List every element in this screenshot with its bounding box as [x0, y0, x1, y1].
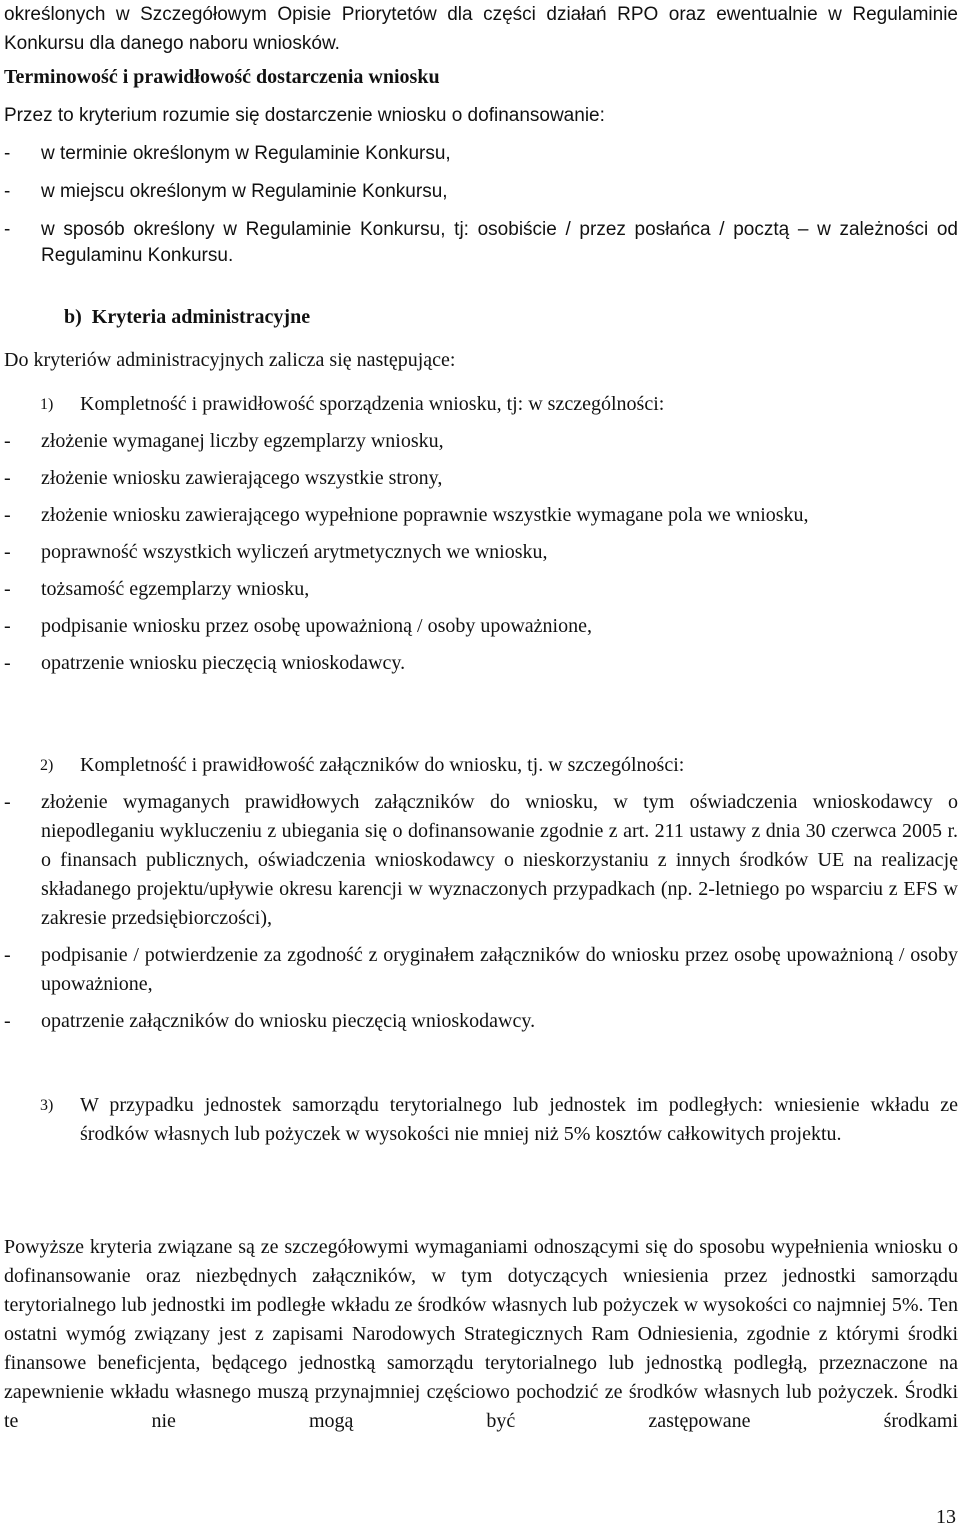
admin-section-2	[4, 751, 958, 1036]
list-item: - w sposób określony w Regulaminie Konkursu, tj: osobiście / przez posłańca / pocztą – w zależności od Regulaminu Konkursu.	[4, 219, 958, 266]
section-heading-admin: b) Kryteria administracyjne	[64, 306, 311, 328]
page-number: 13	[936, 1506, 956, 1528]
summary-paragraph: Powyższe kryteria związane są ze szczegółowymi wymaganiami odnoszącymi się do sposobu wypełnienia wniosku o dofinansowanie oraz niezbędnych załączników, w tym dotyczących wniesienia przez jednostki samorządu terytorialnego lub jednostki im podległe wkładu ze środków własnych lub pożyczek w wysokości co najmniej 5%. Ten ostatni wymóg związany jest z zapisami Narodowych Strategicznych Ram Odniesienia, zgodnie z którymi środki finansowe beneficjenta, będącego jednostką samorządu terytorialnego lub jednostką podległą, przeznaczone na zapewnienie wkładu własnego muszą przynajmniej częściowo pochodzić ze środków własnych lub pożyczek. Środki te nie mogą być zastępowane środkami	[4, 1236, 958, 1432]
list-item: - opatrzenie załączników do wniosku pieczęcią wnioskodawcy.	[4, 1010, 536, 1032]
section-1-title: 1) Kompletność i prawidłowość sporządzenia wniosku, tj: w szczególności:	[40, 393, 665, 415]
intro-text: określonych w Szczegółowym Opisie Priorytetów dla części działań RPO oraz ewentualnie w Regulaminie Konkursu dla danego naboru wniosków.	[4, 4, 958, 54]
terminowosc-lead: Przez to kryterium rozumie się dostarczenie wniosku o dofinansowanie:	[4, 105, 605, 126]
list-item: - w terminie określonym w Regulaminie Konkursu,	[4, 143, 451, 164]
list-item: - złożenie wymaganej liczby egzemplarzy wniosku,	[4, 430, 444, 452]
list-item: - opatrzenie wniosku pieczęcią wnioskodawcy.	[4, 652, 406, 674]
admin-section-1	[4, 390, 958, 678]
list-item: - podpisanie wniosku przez osobę upoważnioną / osoby upoważnione,	[4, 615, 592, 637]
list-item: - złożenie wniosku zawierającego wypełnione poprawnie wszystkie wymagane pola we wniosku,	[4, 504, 809, 526]
admin-section-3	[4, 1091, 958, 1149]
terminowosc-block	[4, 103, 958, 269]
admin-lead: Do kryteriów administracyjnych zalicza się następujące:	[4, 349, 456, 371]
section-2-title: 2) Kompletność i prawidłowość załączników do wniosku, tj. w szczególności:	[40, 754, 685, 776]
list-item: - złożenie wymaganych prawidłowych załączników do wniosku, w tym oświadczenia wnioskodawcy o niepodleganiu wykluczeniu z ubiegania się o dofinansowanie zgodnie z art. 211 ustawy z dnia 30 czerwca 2005 r. o finansach publicznych, oświadczenia wnioskodawcy o nieskorzystaniu z innych środków UE na realizację składanego projektu/upływie okresu karencji w wyznaczonych przypadkach (np. 2-letniego po wsparciu z EFS w zakresie przedsiębiorczości),	[4, 791, 958, 929]
list-item: - podpisanie / potwierdzenie za zgodność z oryginałem załączników do wniosku przez osobę upoważnioną / osoby upoważnione,	[4, 944, 958, 995]
list-item: - w miejscu określonym w Regulaminie Konkursu,	[4, 181, 448, 202]
section-3-item: 3) W przypadku jednostek samorządu terytorialnego lub jednostek im podległych: wniesienie wkładu ze środków własnych lub pożyczek w wysokości nie mniej niż 5% kosztów całkowitych projektu.	[40, 1094, 958, 1145]
list-item: - poprawność wszystkich wyliczeń arytmetycznych we wniosku,	[4, 541, 548, 563]
list-item: - złożenie wniosku zawierającego wszystkie strony,	[4, 467, 443, 489]
list-item: - tożsamość egzemplarzy wniosku,	[4, 578, 310, 600]
section-heading-terminowosc: Terminowość i prawidłowość dostarczenia wniosku	[4, 66, 440, 88]
